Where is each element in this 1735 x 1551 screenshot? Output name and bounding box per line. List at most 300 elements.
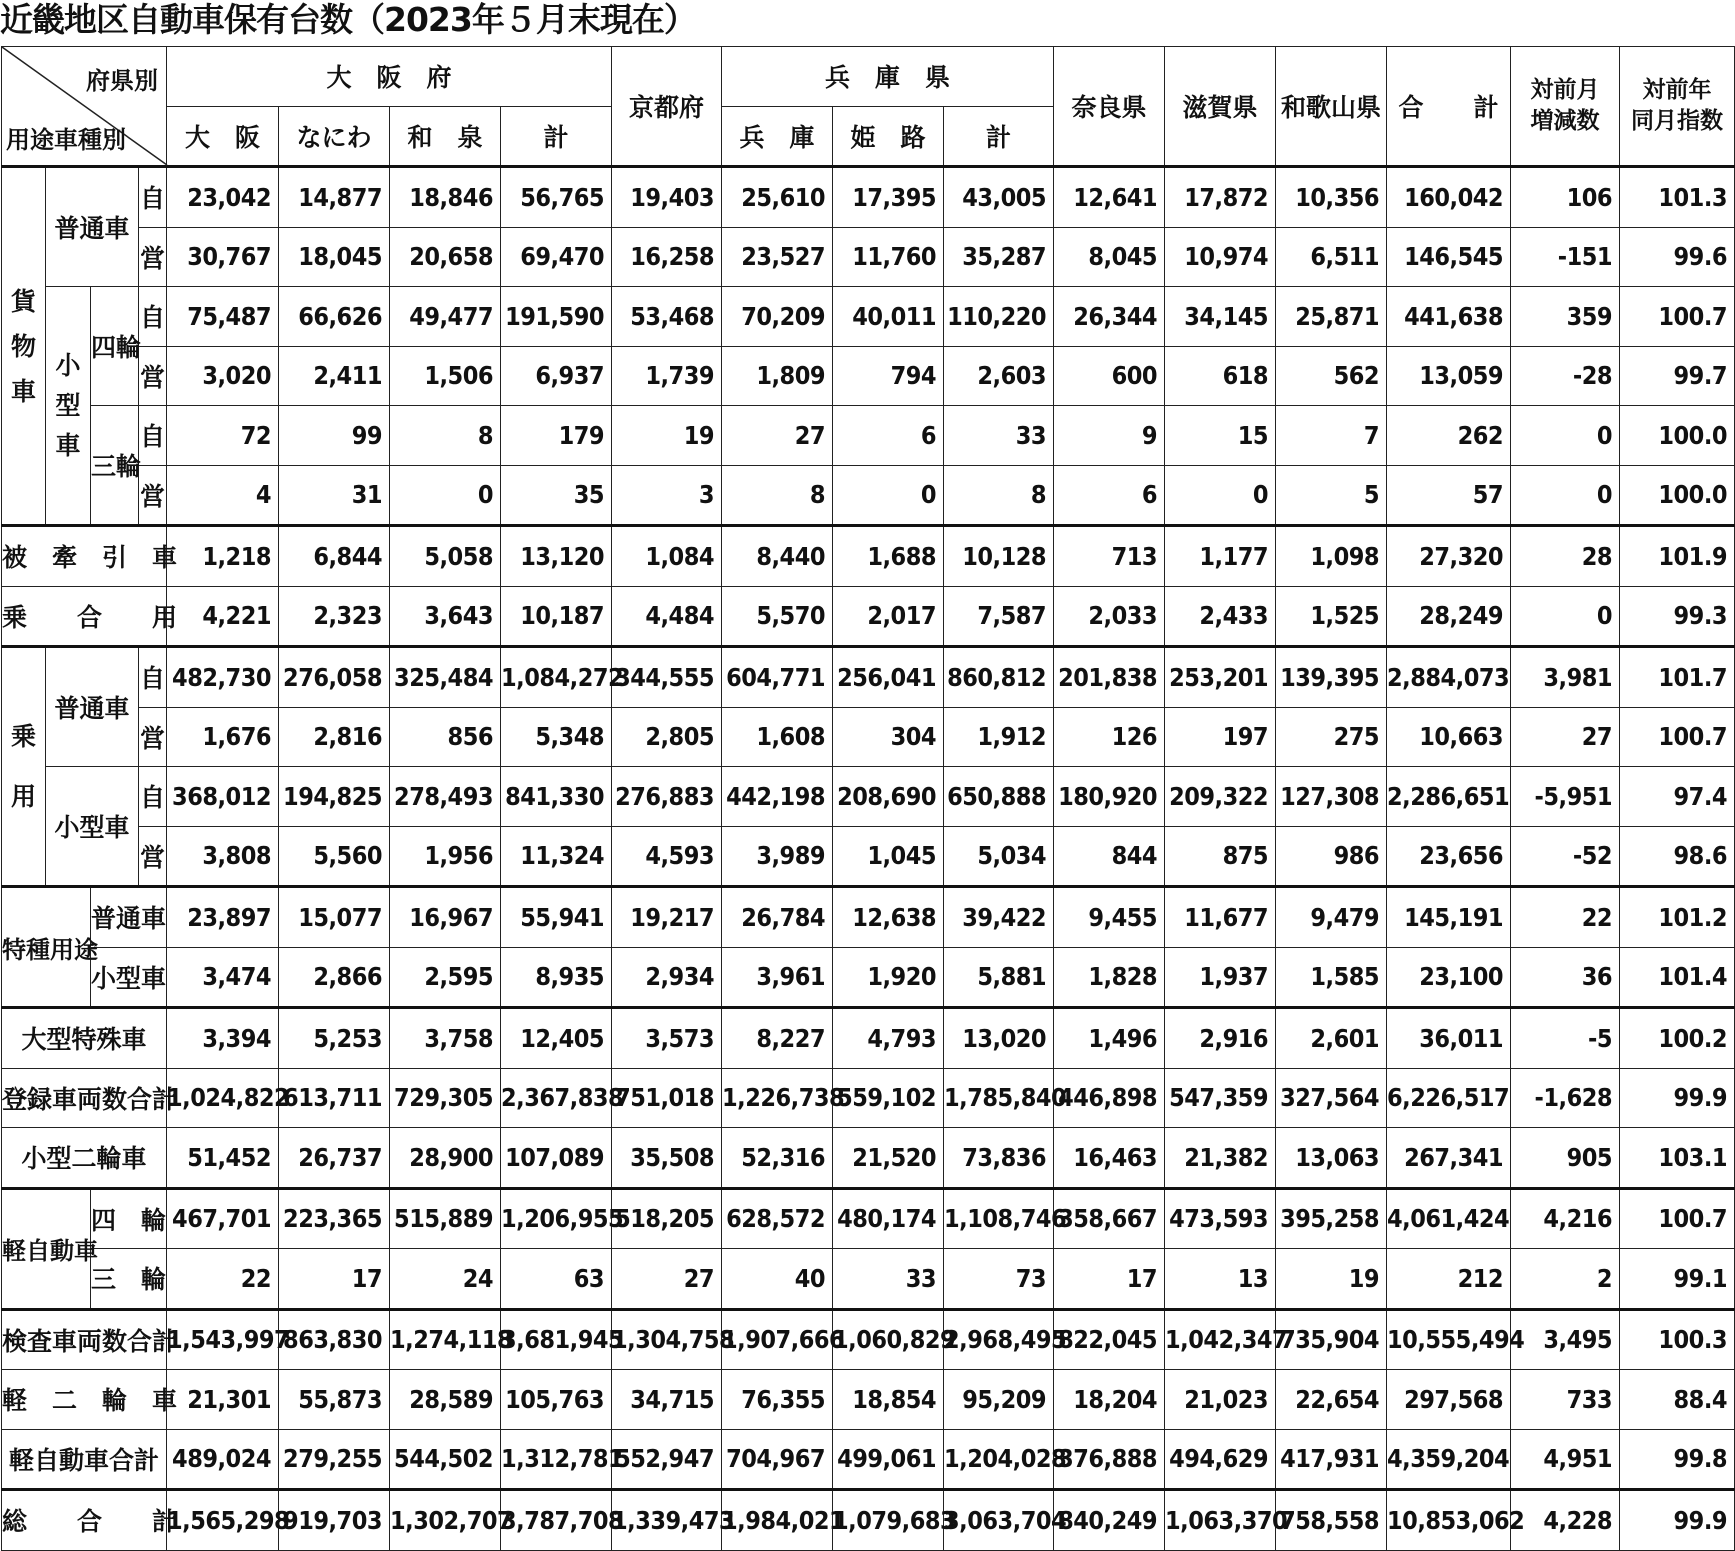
label-ji: 自 [139,167,167,228]
table-cell: 3,573 [612,1008,722,1069]
table-cell: 76,355 [722,1370,833,1430]
table-cell: 1,084 [612,526,722,587]
table-cell: 105,763 [501,1370,612,1430]
label-hikensha: 被 牽 引 車 [2,526,167,587]
table-cell: 16,258 [612,227,722,287]
table-cell: 276,058 [279,647,390,708]
table-cell: 3,961 [722,947,833,1008]
table-cell: 2,884,073 [1387,647,1511,708]
label-noriai: 乗 合 用 [2,586,167,647]
table-cell: 55,873 [279,1370,390,1430]
table-cell: 21,023 [1165,1370,1276,1430]
table-cell: 713 [1054,526,1165,587]
table-cell: 2,601 [1276,1008,1387,1069]
table-cell: 2,603 [944,346,1054,406]
table-cell: 358,667 [1054,1188,1165,1249]
table-cell: 9,479 [1276,887,1387,948]
table-cell: 3,758 [390,1008,501,1069]
table-cell: 126 [1054,707,1165,767]
table-cell: 15,077 [279,887,390,948]
table-cell: 1,496 [1054,1008,1165,1069]
table-cell: 2,433 [1165,586,1276,647]
table-cell: 100.0 [1620,406,1735,466]
table-cell: 100.7 [1620,287,1735,347]
table-cell: 1,608 [722,707,833,767]
label-tokushu-futsu: 普通車 [91,887,167,948]
table-cell: 52,316 [722,1128,833,1189]
table-cell: 0 [1165,465,1276,526]
table-cell: 209,322 [1165,767,1276,827]
table-cell: 3,063,704 [944,1490,1054,1551]
table-cell: 10,555,494 [1387,1309,1511,1370]
table-cell: 704,967 [722,1429,833,1490]
header-osaka-fu: 大 阪 府 [167,47,612,107]
table-cell: 13,063 [1276,1128,1387,1189]
table-cell: 43,005 [944,167,1054,228]
table-cell: 1,676 [167,707,279,767]
table-cell: 19 [612,406,722,466]
table-cell: 256,041 [833,647,944,708]
table-cell: 212 [1387,1249,1511,1310]
table-cell: 1,079,683 [833,1490,944,1551]
table-cell: 17,872 [1165,167,1276,228]
table-cell: 3,495 [1511,1309,1620,1370]
label-sogo: 総 合 計 [2,1490,167,1551]
table-cell: 31 [279,465,390,526]
table-cell: 4,216 [1511,1188,1620,1249]
header-naniwa: なにわ [279,106,390,167]
label-kogata-nirin: 小型二輪車 [2,1128,167,1189]
table-cell: 223,365 [279,1188,390,1249]
label-kei-total: 軽自動車合計 [2,1429,167,1490]
table-cell: 3,474 [167,947,279,1008]
table-cell: 49,477 [390,287,501,347]
table-cell: 628,572 [722,1188,833,1249]
table-cell: 2,323 [279,586,390,647]
table-cell: 145,191 [1387,887,1511,948]
table-cell: 1,045 [833,826,944,887]
table-cell: 1,912 [944,707,1054,767]
table-cell: 1,525 [1276,586,1387,647]
table-cell: 0 [1511,465,1620,526]
table-cell: 8 [722,465,833,526]
table-cell: 417,931 [1276,1429,1387,1490]
table-cell: 21,301 [167,1370,279,1430]
header-himeji: 姫 路 [833,106,944,167]
table-cell: 1,565,298 [167,1490,279,1551]
table-cell: 2,805 [612,707,722,767]
table-cell: 735,904 [1276,1309,1387,1370]
table-cell: 5,560 [279,826,390,887]
table-cell: 99 [279,406,390,466]
table-cell: 180,920 [1054,767,1165,827]
table-cell: 4,061,424 [1387,1188,1511,1249]
table-cell: 101.9 [1620,526,1735,587]
table-cell: 276,883 [612,767,722,827]
table-cell: 344,555 [612,647,722,708]
table-cell: 494,629 [1165,1429,1276,1490]
table-cell: 552,947 [612,1429,722,1490]
table-cell: -28 [1511,346,1620,406]
table-cell: 919,703 [279,1490,390,1551]
table-cell: 100.7 [1620,1188,1735,1249]
table-cell: 278,493 [390,767,501,827]
table-cell: -5,951 [1511,767,1620,827]
corner-label-prefecture: 府県別 [86,67,158,95]
table-cell: 4,221 [167,586,279,647]
table-cell: 1,785,840 [944,1068,1054,1128]
table-cell: 39,422 [944,887,1054,948]
table-cell: 4,593 [612,826,722,887]
table-cell: 100.7 [1620,707,1735,767]
label-sanrin: 三輪 [91,406,139,526]
label-ogata: 大型特殊車 [2,1008,167,1069]
table-cell: 1,543,997 [167,1309,279,1370]
table-cell: 99.8 [1620,1429,1735,1490]
table-cell: 28,589 [390,1370,501,1430]
table-cell: 304 [833,707,944,767]
table-cell: 2,968,495 [944,1309,1054,1370]
table-cell: 22,654 [1276,1370,1387,1430]
table-cell: 515,889 [390,1188,501,1249]
table-cell: 2,286,651 [1387,767,1511,827]
table-cell: 860,812 [944,647,1054,708]
label-kei-nirin: 軽 二 輪 車 [2,1370,167,1430]
table-cell: 1,585 [1276,947,1387,1008]
table-cell: 1,312,781 [501,1429,612,1490]
table-cell: 69,470 [501,227,612,287]
table-cell: 473,593 [1165,1188,1276,1249]
table-cell: 12,638 [833,887,944,948]
label-kei-yonrin: 四 輪 [91,1188,167,1249]
table-cell: 0 [390,465,501,526]
table-cell: 3,787,708 [501,1490,612,1551]
table-cell: 100.0 [1620,465,1735,526]
table-cell: 19,403 [612,167,722,228]
table-cell: 23,897 [167,887,279,948]
table-cell: 35 [501,465,612,526]
table-cell: 5,253 [279,1008,390,1069]
table-cell: 3,020 [167,346,279,406]
table-cell: 70,209 [722,287,833,347]
header-yoy-line1: 対前年 [1642,77,1712,103]
table-cell: 10,974 [1165,227,1276,287]
table-cell: 1,042,347 [1165,1309,1276,1370]
header-kyoto: 京都府 [612,47,722,167]
table-cell: 56,765 [501,167,612,228]
label-ei: 営 [139,707,167,767]
table-cell: 100.2 [1620,1008,1735,1069]
table-cell: 21,520 [833,1128,944,1189]
table-cell: 25,871 [1276,287,1387,347]
table-cell: 21,382 [1165,1128,1276,1189]
table-cell: 18,854 [833,1370,944,1430]
table-cell: 544,502 [390,1429,501,1490]
table-cell: 191,590 [501,287,612,347]
table-cell: 36 [1511,947,1620,1008]
label-kensa: 検査車両数合計 [2,1309,167,1370]
table-cell: 1,920 [833,947,944,1008]
table-cell: 201,838 [1054,647,1165,708]
table-cell: 26,344 [1054,287,1165,347]
table-cell: 110,220 [944,287,1054,347]
table-cell: 75,487 [167,287,279,347]
table-cell: -5 [1511,1008,1620,1069]
table-cell: 613,711 [279,1068,390,1128]
table-cell: 99.9 [1620,1068,1735,1128]
table-cell: 253,201 [1165,647,1276,708]
table-cell: 28 [1511,526,1620,587]
table-cell: 179 [501,406,612,466]
table-cell: 5,570 [722,586,833,647]
table-cell: 4,359,204 [1387,1429,1511,1490]
table-cell: 6,844 [279,526,390,587]
table-cell: 99.9 [1620,1490,1735,1551]
table-cell: 101.4 [1620,947,1735,1008]
header-izumi: 和 泉 [390,106,501,167]
header-shiga: 滋賀県 [1165,47,1276,167]
table-cell: 27 [1511,707,1620,767]
table-cell: 101.2 [1620,887,1735,948]
table-cell: 559,102 [833,1068,944,1128]
label-joyo: 乗 用 [2,647,46,887]
table-cell: 376,888 [1054,1429,1165,1490]
table-cell: 139,395 [1276,647,1387,708]
table-cell: 4,951 [1511,1429,1620,1490]
table-cell: 8,227 [722,1008,833,1069]
table-cell: 34,145 [1165,287,1276,347]
table-cell: 2,017 [833,586,944,647]
table-cell: 2,595 [390,947,501,1008]
table-cell: 106 [1511,167,1620,228]
table-cell: 17 [279,1249,390,1310]
label-toroku: 登録車両数合計 [2,1068,167,1128]
table-cell: 2,916 [1165,1008,1276,1069]
table-cell: 844 [1054,826,1165,887]
table-cell: 27 [612,1249,722,1310]
table-cell: 359 [1511,287,1620,347]
table-cell: 27 [722,406,833,466]
table-cell: -52 [1511,826,1620,887]
table-cell: 40,011 [833,287,944,347]
table-cell: 51,452 [167,1128,279,1189]
table-cell: 7,587 [944,586,1054,647]
table-cell: 1,907,666 [722,1309,833,1370]
table-cell: 23,656 [1387,826,1511,887]
table-cell: 12,405 [501,1008,612,1069]
table-cell: 1,084,272 [501,647,612,708]
table-cell: 856 [390,707,501,767]
header-wakayama: 和歌山県 [1276,47,1387,167]
header-yoy [1620,47,1735,167]
table-cell: 467,701 [167,1188,279,1249]
label-ji: 自 [139,406,167,466]
table-cell: 518,205 [612,1188,722,1249]
table-cell: 5,348 [501,707,612,767]
table-cell: 8 [944,465,1054,526]
table-cell: 14,877 [279,167,390,228]
table-cell: 1,108,746 [944,1188,1054,1249]
table-cell: 11,677 [1165,887,1276,948]
table-cell: 103.1 [1620,1128,1735,1189]
label-ei: 営 [139,227,167,287]
table-cell: 23,042 [167,167,279,228]
table-cell: 3,681,945 [501,1309,612,1370]
table-cell: 499,061 [833,1429,944,1490]
table-cell: 6,226,517 [1387,1068,1511,1128]
label-kamotsu-kogata: 小 型 車 [46,287,91,526]
label-kei-sanrin: 三 輪 [91,1249,167,1310]
table-cell: 8,935 [501,947,612,1008]
table-cell: 262 [1387,406,1511,466]
table-cell: 875 [1165,826,1276,887]
table-cell: 100.3 [1620,1309,1735,1370]
table-cell: 758,558 [1276,1490,1387,1551]
table-cell: 2,367,838 [501,1068,612,1128]
table-cell: 7 [1276,406,1387,466]
table-cell: 8,045 [1054,227,1165,287]
table-cell: 1,937 [1165,947,1276,1008]
table-cell: 99.3 [1620,586,1735,647]
table-cell: 3,989 [722,826,833,887]
table-cell: 13 [1165,1249,1276,1310]
table-cell: 3 [612,465,722,526]
table-cell: 0 [833,465,944,526]
table-cell: 97.4 [1620,767,1735,827]
table-cell: 18,846 [390,167,501,228]
header-hyogo-ken: 兵 庫 県 [722,47,1054,107]
table-cell: 36,011 [1387,1008,1511,1069]
table-cell: 13,020 [944,1008,1054,1069]
table-cell: 986 [1276,826,1387,887]
table-cell: 18,045 [279,227,390,287]
label-kamotsu: 貨 物 車 [2,167,46,526]
table-cell: 208,690 [833,767,944,827]
table-cell: 733 [1511,1370,1620,1430]
table-cell: 863,830 [279,1309,390,1370]
table-cell: 10,853,062 [1387,1490,1511,1551]
table-cell: 26,784 [722,887,833,948]
table-cell: 751,018 [612,1068,722,1128]
table-cell: 650,888 [944,767,1054,827]
table-cell: 15 [1165,406,1276,466]
header-mom [1511,47,1620,167]
table-cell: 1,828 [1054,947,1165,1008]
table-cell: 905 [1511,1128,1620,1189]
table-cell: 1,688 [833,526,944,587]
table-cell: 20,658 [390,227,501,287]
table-cell: 3,643 [390,586,501,647]
table-cell: 35,287 [944,227,1054,287]
table-cell: 6,937 [501,346,612,406]
table-cell: 0 [1511,586,1620,647]
table-cell: 1,274,118 [390,1309,501,1370]
table-cell: 604,771 [722,647,833,708]
table-cell: 1,339,473 [612,1490,722,1551]
table-cell: 10,663 [1387,707,1511,767]
table-cell: 1,739 [612,346,722,406]
table-cell: 22 [1511,887,1620,948]
table-cell: 327,564 [1276,1068,1387,1128]
table-cell: 2 [1511,1249,1620,1310]
label-tokushu: 特種用途 [2,887,91,1008]
label-ei: 営 [139,346,167,406]
table-cell: 2,411 [279,346,390,406]
table-cell: 33 [944,406,1054,466]
table-cell: 4 [167,465,279,526]
table-cell: -1,628 [1511,1068,1620,1128]
header-hyogo-kei: 計 [944,106,1054,167]
table-cell: 8 [390,406,501,466]
table-cell: 25,610 [722,167,833,228]
table-cell: 325,484 [390,647,501,708]
table-cell: 1,956 [390,826,501,887]
table-cell: 1,302,707 [390,1490,501,1551]
table-cell: 6 [833,406,944,466]
page-title: 近畿地区自動車保有台数（2023年５月末現在） [0,0,696,39]
table-cell: 55,941 [501,887,612,948]
table-cell: 40 [722,1249,833,1310]
table-cell: 547,359 [1165,1068,1276,1128]
table-cell: 146,545 [1387,227,1511,287]
table-cell: 26,737 [279,1128,390,1189]
table-cell: 0 [1511,406,1620,466]
table-cell: 99.7 [1620,346,1735,406]
label-joyo-kogata: 小型車 [46,767,139,887]
table-cell: 28,900 [390,1128,501,1189]
header-osaka: 大 阪 [167,106,279,167]
table-cell: 279,255 [279,1429,390,1490]
table-cell: 1,218 [167,526,279,587]
table-cell: 101.7 [1620,647,1735,708]
table-cell: 10,187 [501,586,612,647]
label-tokushu-kogata: 小型車 [91,947,167,1008]
table-cell: 23,100 [1387,947,1511,1008]
table-cell: 297,568 [1387,1370,1511,1430]
table-cell: 1,809 [722,346,833,406]
table-cell: 5,881 [944,947,1054,1008]
table-cell: 127,308 [1276,767,1387,827]
vehicle-count-table [1,46,1735,1551]
table-cell: 98.6 [1620,826,1735,887]
label-ei: 営 [139,465,167,526]
header-hyogo: 兵 庫 [722,106,833,167]
label-kei: 軽自動車 [2,1188,91,1309]
table-cell: 72 [167,406,279,466]
table-cell: -151 [1511,227,1620,287]
table-cell: 10,128 [944,526,1054,587]
table-cell: 8,440 [722,526,833,587]
table-cell: 446,898 [1054,1068,1165,1128]
table-cell: 99.1 [1620,1249,1735,1310]
table-cell: 2,866 [279,947,390,1008]
table-cell: 4,793 [833,1008,944,1069]
table-cell: 194,825 [279,767,390,827]
header-yoy-line2: 同月指数 [1631,108,1724,134]
table-cell: 4,484 [612,586,722,647]
table-cell: 1,984,021 [722,1490,833,1551]
table-cell: 34,715 [612,1370,722,1430]
header-mom-line1: 対前月 [1530,77,1600,103]
table-cell: 16,967 [390,887,501,948]
table-cell: 66,626 [279,287,390,347]
table-cell: 33 [833,1249,944,1310]
table-cell: 63 [501,1249,612,1310]
table-cell: 3,981 [1511,647,1620,708]
table-cell: 2,816 [279,707,390,767]
table-cell: 822,045 [1054,1309,1165,1370]
table-cell: 840,249 [1054,1490,1165,1551]
